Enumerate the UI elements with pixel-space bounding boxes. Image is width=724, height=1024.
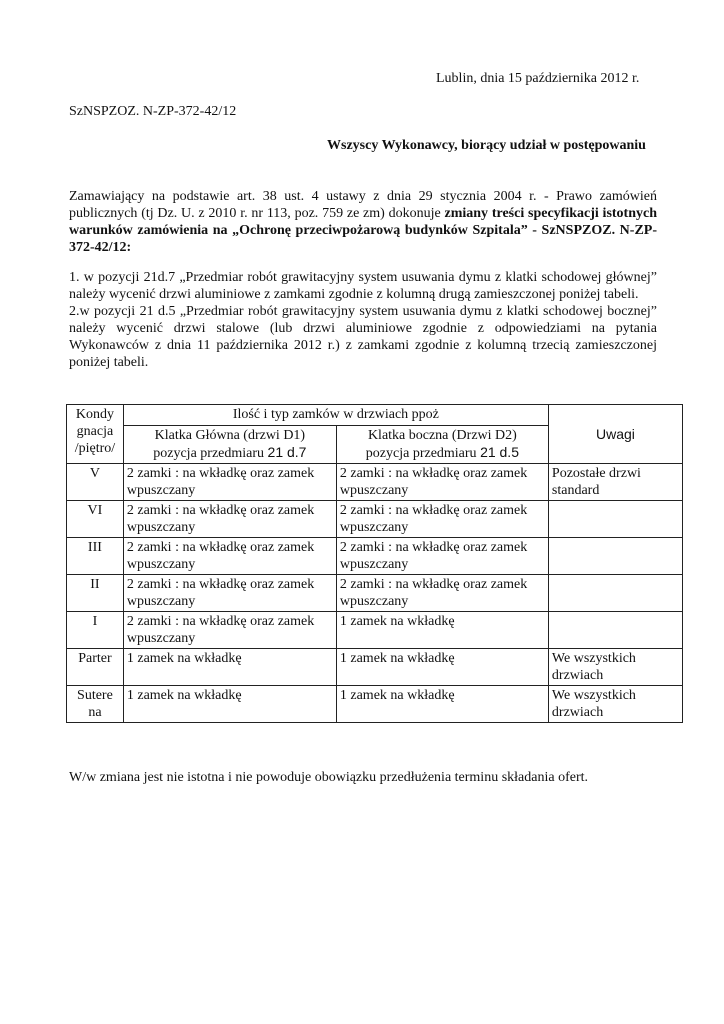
document-date: Lublin, dnia 15 października 2012 r.	[436, 71, 640, 86]
side-stair-cell: 1 zamek na wkładkę	[336, 612, 548, 649]
header-side-stair	[336, 426, 548, 464]
table-row	[67, 649, 683, 686]
intro-paragraph	[69, 188, 657, 256]
main-stair-cell: 2 zamki : na wkładkę oraz zamek wpuszczany	[123, 501, 336, 538]
header-side-stair-position: 21 d.5	[480, 444, 519, 460]
notes-cell	[548, 575, 682, 612]
header-side-stair-position-label: pozycja przedmiaru	[365, 446, 481, 461]
intro-bold-text: zmiany treści specyfikacji istotnych warunków zamówienia na „Ochronę przeciwpożarową budynków Szpitala” - SzNSPZOZ. N-ZP-372-42/12:	[69, 206, 657, 255]
change-item-2: 2.w pozycji 21 d.5 „Przedmiar robót grawitacyjny system usuwania dymu z klatki schodowej bocznej” należy wycenić drzwi stalowe (lub drzwi aluminiowe zgodnie z odpowiedziami na pytania Wykonawców z dnia 11 października 2012 r.) z zamkami zgodnie z kolumną trzecią zamieszczonej poniżej tabeli.	[69, 304, 657, 370]
main-stair-cell: 2 zamki : na wkładkę oraz zamek wpuszczany	[123, 575, 336, 612]
floor-cell: III	[67, 538, 124, 575]
addressee: Wszyscy Wykonawcy, biorący udział w postępowaniu	[327, 138, 646, 153]
side-stair-cell: 1 zamek na wkładkę	[336, 649, 548, 686]
header-main-stair-position-label: pozycja przedmiaru	[153, 446, 268, 461]
side-stair-cell: 2 zamki : na wkładkę oraz zamek wpuszczany	[336, 501, 548, 538]
floor-cell: VI	[67, 501, 124, 538]
header-notes: Uwagi	[548, 405, 682, 464]
notes-cell	[548, 612, 682, 649]
floor-cell: I	[67, 612, 124, 649]
change-items	[69, 269, 657, 371]
notes-cell: Pozostałe drzwi standard	[548, 464, 682, 501]
header-floor: Kondy gnacja /piętro/	[67, 405, 124, 464]
notes-cell: We wszystkich drzwiach	[548, 686, 682, 723]
main-stair-cell: 2 zamki : na wkładkę oraz zamek wpuszczany	[123, 538, 336, 575]
main-stair-cell: 2 zamki : na wkładkę oraz zamek wpuszczany	[123, 612, 336, 649]
table-row	[67, 501, 683, 538]
side-stair-cell: 1 zamek na wkładkę	[336, 686, 548, 723]
header-locks-group: Ilość i typ zamków w drzwiach ppoż	[123, 405, 548, 426]
main-stair-cell: 2 zamki : na wkładkę oraz zamek wpuszczany	[123, 464, 336, 501]
notes-cell	[548, 501, 682, 538]
floor-cell: Sutere na	[67, 686, 124, 723]
locks-table	[66, 404, 683, 723]
change-item-1: 1. w pozycji 21d.7 „Przedmiar robót grawitacyjny system usuwania dymu z klatki schodowej głównej” należy wycenić drzwi aluminiowe z zamkami zgodnie z kolumną drugą zamieszczonej poniżej tabeli.	[69, 270, 657, 302]
table-row	[67, 538, 683, 575]
header-main-stair	[123, 426, 336, 464]
table-row	[67, 464, 683, 501]
table-row	[67, 575, 683, 612]
floor-cell: V	[67, 464, 124, 501]
intro-text: Zamawiający na podstawie art. 38 ust. 4 ustawy z dnia 29 stycznia 2004 r. - Prawo zamówień publicznych (tj Dz. U. z 2010 r. nr 113, poz. 759 ze zm) dokonuje	[69, 189, 657, 221]
table-row	[67, 686, 683, 723]
header-side-stair-title: Klatka boczna (Drzwi D2)	[367, 428, 517, 443]
floor-cell: Parter	[67, 649, 124, 686]
table-row	[67, 612, 683, 649]
header-main-stair-title: Klatka Główna (drzwi D1)	[154, 428, 306, 443]
side-stair-cell: 2 zamki : na wkładkę oraz zamek wpuszczany	[336, 538, 548, 575]
side-stair-cell: 2 zamki : na wkładkę oraz zamek wpuszczany	[336, 464, 548, 501]
side-stair-cell: 2 zamki : na wkładkę oraz zamek wpuszczany	[336, 575, 548, 612]
notes-cell	[548, 538, 682, 575]
floor-cell: II	[67, 575, 124, 612]
main-stair-cell: 1 zamek na wkładkę	[123, 686, 336, 723]
notes-cell: We wszystkich drzwiach	[548, 649, 682, 686]
header-main-stair-position: 21 d.7	[267, 444, 307, 460]
main-stair-cell: 1 zamek na wkładkę	[123, 649, 336, 686]
conclusion-text: W/w zmiana jest nie istotna i nie powoduje obowiązku przedłużenia terminu składania ofert.	[69, 770, 588, 785]
reference-number: SzNSPZOZ. N-ZP-372-42/12	[69, 104, 237, 119]
